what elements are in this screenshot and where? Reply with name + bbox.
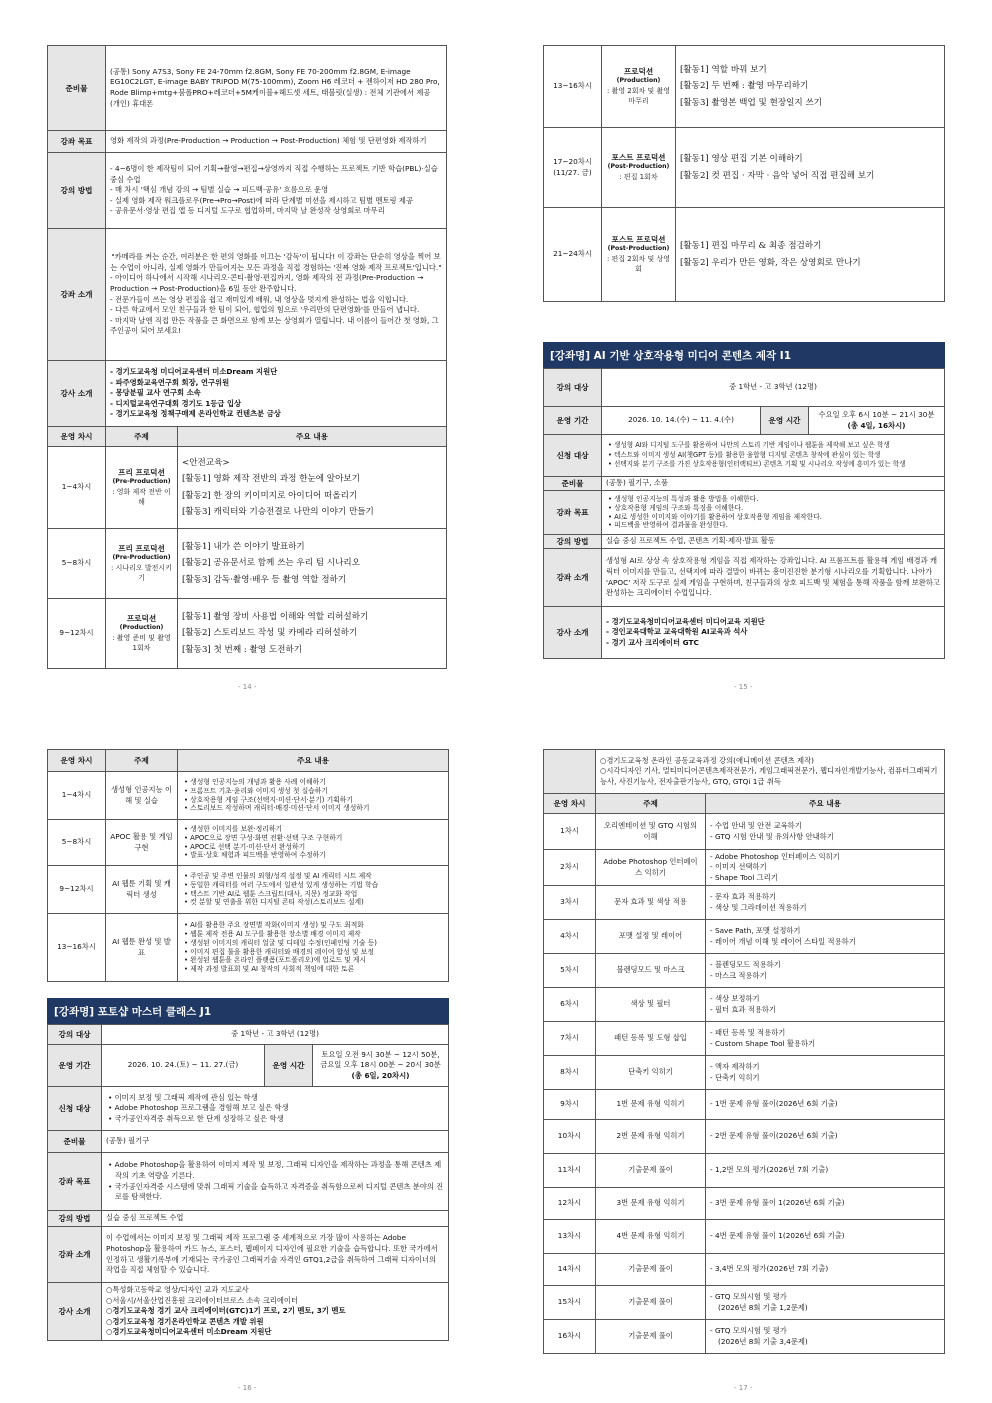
intro-row (544, 549, 945, 607)
intro-line: - 아이디어 하나에서 시작해 시나리오·콘티·촬영·편집까지, 영화 제작의 전 과정(Pre-Production → Production → Post-Production)을 6일 동안 완주합니다. (110, 273, 424, 293)
session-cell: 5~8차시 (48, 529, 106, 599)
session-cell: 11차시 (544, 1154, 596, 1188)
table-row (544, 1286, 945, 1320)
table-row (544, 920, 945, 954)
prep-text: (공통) 필기구, 소품 (602, 477, 945, 491)
session-cell: 13~16차시 (544, 46, 602, 128)
content-cell: - GTQ 모의시험 및 평가 (2026년 8회 기출 3,4문제) (706, 1320, 945, 1354)
instructor-row (544, 607, 945, 659)
prep-label: 준비물 (544, 477, 602, 491)
apply-text (602, 435, 945, 477)
instructor-line: ○경기도교육청 경기온라인학교 콘텐츠 개발 위원 (106, 1316, 264, 1326)
method-line: - 4~6명이 한 제작팀이 되어 기획→촬영→편집→상영까지 직접 수행하는 프로젝트 기반 학습(PBL)·실습 중심 수업 (110, 164, 438, 184)
target-text: 중 1학년 - 고 3학년 (12명) (102, 1025, 449, 1045)
instructor-text (102, 1283, 449, 1341)
content-cell (178, 820, 449, 866)
time-line: 토요일 오전 9시 30분 ~ 12시 50분, (321, 1049, 440, 1059)
intro-line: - 마지막 날엔 직접 만든 작품을 큰 화면으로 함께 보는 상영회가 열립니다. 내 이름이 들어간 첫 영화, 그 주인공이 되어 보세요! (110, 315, 439, 336)
content-line: <안전교육> (182, 457, 230, 468)
session-cell: 8차시 (544, 1056, 596, 1090)
content-line: [활동1] 내가 쓴 이야기 발표하기 (182, 542, 305, 552)
page-15 (543, 45, 945, 659)
session-cell: 13차시 (544, 1220, 596, 1254)
goal-item: • 국가공인자격증 시스템에 맞춰 그래픽 기술을 습득하고 자격증을 취득함으로써 디지털 콘텐츠 분야의 진로를 탐색한다. (108, 1181, 444, 1202)
session-cell: 2차시 (544, 850, 596, 886)
content-line: • APOC으로 장면 구성·화면 전환·선택 구조 구현하기 (184, 833, 343, 842)
topic-cell: AI 웹툰 완성 및 발표 (106, 914, 178, 982)
content-cell: - 1번 문제 유형 풀이(2026년 6회 기출) (706, 1090, 945, 1120)
header-content: 주요 내용 (706, 794, 945, 814)
goal-row (48, 131, 447, 153)
content-cell: - 블렌딩모드 적용하기 - 마스크 적용하기 (706, 954, 945, 988)
content-line: • 프롬프트 기초·윤리와 이미지 생성 첫 실습하기 (184, 786, 328, 795)
ai-schedule-table (47, 749, 449, 982)
header-topic: 주제 (106, 750, 178, 772)
table-row (544, 1120, 945, 1154)
table-row (544, 1188, 945, 1220)
session-cell: 13~16차시 (48, 914, 106, 982)
instructor-line: - 몽당분필 교사 연구회 소속 (110, 388, 201, 398)
content-cell (676, 208, 945, 302)
time-sub: (총 4일, 16차시) (847, 420, 906, 430)
intro-text (106, 229, 447, 361)
topic-desc: : 촬영 2회차 및 촬영 마무리 (606, 87, 671, 106)
topic-cell: 4번 문제 유형 익히기 (596, 1220, 706, 1254)
instructor-line: ○서울시/서울산업진흥원 크리에이터브로스 소속 크리에이터 (106, 1295, 299, 1305)
topic-cell: 기출문제 풀이 (596, 1154, 706, 1188)
content-cell (178, 599, 447, 669)
instructor-label: 강사 소개 (544, 607, 602, 659)
prep-row (544, 477, 945, 491)
time-label: 운영 시간 (265, 1045, 313, 1087)
topic-cell: 기출문제 풀이 (596, 1286, 706, 1320)
topic-cell (602, 46, 676, 128)
table-row (544, 886, 945, 920)
content-cell (178, 866, 449, 914)
topic-title: 프로덕션 (623, 67, 654, 77)
topic-title: 프리 프로덕션 (118, 544, 165, 554)
content-cell (178, 529, 447, 599)
header-session: 운영 차시 (544, 794, 596, 814)
prep-row (48, 1131, 449, 1153)
goal-item: • 생성형 인공지능의 특성과 활용 방법을 이해한다. (608, 494, 759, 503)
content-line: [활동3] 촬영본 백업 및 현장일지 쓰기 (680, 97, 823, 108)
target-row (544, 369, 945, 407)
table-row (48, 529, 447, 599)
intro-label: 강좌 소개 (544, 549, 602, 607)
table-row (48, 866, 449, 914)
method-label: 강의 방법 (48, 1211, 102, 1227)
schedule-header (48, 750, 449, 772)
course-title: [강좌명] AI 기반 상호작용형 미디어 콘텐츠 제작 I1 (543, 342, 945, 369)
time-line: 수요일 오후 6시 10분 ~ 21시 30분 (818, 409, 935, 419)
content-line: • 완성된 웹툰을 온라인 플랫폼(포트폴리오)에 업로드 및 게시 (184, 956, 367, 965)
content-line: • 웹툰 제작 전용 AI 도구를 활용한 장소별 배경 이미지 제작 (184, 929, 361, 938)
apply-item: • 선택지와 분기 구조를 가진 상호작용형(인터랙티브) 콘텐츠 기획 및 시나리오 작성에 흥미가 있는 학생 (608, 460, 906, 469)
table-row (544, 1220, 945, 1254)
content-line: • 이미지 편집 툴을 활용한 캐릭터와 배경의 레이어 합성 및 보정 (184, 947, 374, 956)
page-number-14: - 14 - (238, 683, 257, 691)
film-schedule-table (47, 426, 447, 669)
instructor-row (48, 1283, 449, 1341)
goal-item: • Adobe Photoshop을 활용하여 이미지 제작 및 보정, 그래픽 디자인을 제작하는 과정을 통해 콘텐츠 제작의 기초 역량을 기른다. (108, 1160, 442, 1180)
instructor-line: - 경기 교사 크리에이터 GTC (606, 637, 699, 647)
content-cell: - 1,2번 모의 평가(2026년 7회 기출) (706, 1154, 945, 1188)
session-cell: 1~4차시 (48, 772, 106, 820)
instructor-row (48, 361, 447, 427)
apply-item: • 이미지 보정 및 그래픽 제작에 관심 있는 학생 (108, 1092, 258, 1102)
session-cell: 12차시 (544, 1188, 596, 1220)
apply-row (544, 435, 945, 477)
content-line: [활동3] 감독·촬영·배우 등 촬영 역할 정하기 (182, 574, 347, 585)
instructor-line: ○경기도교육청 경기 교사 크리에이터(GTC)1기 프로, 2기 멘토, 3기 멘토 (106, 1306, 346, 1316)
prep-text: (공통) 필기구 (102, 1131, 449, 1153)
intro-line: - 다른 학교에서 모인 친구들과 한 팀이 되어, 협업의 힘으로 '우리만의 단편영화'를 만들어 냅니다. (110, 305, 420, 315)
topic-sub: (Pre-Production) (112, 478, 171, 486)
topic-title: 프로덕션 (126, 614, 157, 624)
content-cell: - 색상 보정하기 - 필터 효과 적용하기 (706, 988, 945, 1022)
intro-line: - 전문가들이 쓰는 영상 편집을 쉽고 재미있게 배워, 내 영상을 멋지게 완성하는 법을 익힙니다. (110, 294, 409, 304)
topic-cell: Adobe Photoshop 인터페이스 익히기 (596, 850, 706, 886)
content-line: • 텍스트 기반 AI로 웹툰 스크립트(대사, 지문) 정교화 작업 (184, 889, 358, 898)
session-cell: 21~24차시 (544, 208, 602, 302)
target-text: 중 1학년 - 고 3학년 (12명) (602, 369, 945, 407)
topic-cell: 단축키 익히기 (596, 1056, 706, 1090)
page-14 (47, 45, 447, 669)
topic-cell (106, 447, 178, 529)
content-line: • 컷 분할 및 연출을 위한 디지털 콘티 작성(스토리보드 설계) (184, 898, 364, 907)
period-row (544, 407, 945, 435)
content-line: • 스토리보드 작성하며 캐릭터·배경·미션·단서 이미지 생성하기 (184, 804, 370, 813)
photoshop-course-block (47, 998, 449, 1341)
table-row (544, 208, 945, 302)
page-number-16: - 16 - (238, 1384, 257, 1392)
table-row (544, 1056, 945, 1090)
goal-label: 강좌 목표 (48, 131, 106, 153)
content-line: [활동3] 첫 번째 : 촬영 도전하기 (182, 644, 303, 655)
content-line: [활동2] 한 장의 키이미지로 아이디어 떠올리기 (182, 490, 358, 501)
apply-text (102, 1087, 449, 1131)
topic-title: 포스트 프로덕션 (611, 153, 666, 163)
content-cell: - 4번 문제 유형 풀이 1(2026년 6회 기출) (706, 1220, 945, 1254)
schedule-header (48, 427, 447, 447)
instructor-label: 강사 소개 (48, 361, 106, 427)
topic-cell: 오리엔테이션 및 GTQ 시험의 이해 (596, 814, 706, 850)
topic-cell: 포맷 설정 및 레이어 (596, 920, 706, 954)
content-cell: - 액자 제작하기 - 단축키 익히기 (706, 1056, 945, 1090)
instructor-cont-text (596, 750, 945, 794)
table-row (544, 1320, 945, 1354)
method-label: 강의 방법 (544, 535, 602, 549)
header-session: 운영 차시 (48, 750, 106, 772)
intro-text: 이 수업에서는 이미지 보정 및 그래픽 제작 프로그램 중 세계적으로 가장 많이 사용하는 Adobe Photoshop을 활용하여 카드 뉴스, 포스터, 웹페이지 디자인에 필요한 기술을 습득합니다. 또한 국가에서 인정하고 생활기록부에 기재되는 국가공인 그래픽기술 자격인 GTQ1,2급을 취득하여 그래픽 디자이너의 작업을 직접 체험할 수 있습니다. (102, 1227, 449, 1283)
instructor-cont-row (544, 750, 945, 794)
content-line: • 생성한 이미지를 보완·정리하기 (184, 824, 283, 833)
apply-label: 신청 대상 (48, 1087, 102, 1131)
page-number-17: - 17 - (734, 1384, 753, 1392)
instructor-line: ○경기도교육청미디어교육센터 미소Dream 지원단 (106, 1327, 272, 1337)
instructor-text (602, 607, 945, 659)
session-cell: 9차시 (544, 1090, 596, 1120)
content-cell: - 수업 안내 및 안전 교육하기 - GTQ 시험 안내 및 유의사항 안내하기 (706, 814, 945, 850)
topic-desc: : 촬영 준비 및 촬영 1회차 (112, 634, 171, 653)
topic-cell: AI 웹툰 기획 및 캐릭터 생성 (106, 866, 178, 914)
topic-cell (106, 529, 178, 599)
session-cell: 6차시 (544, 988, 596, 1022)
prep-text: (공통) Sony A7S3, Sony FE 24-70mm f2.8GM, Sony FE 70-200mm f2.8GM, E-image EG10C2LGT, E-image BABY TRIPOD M(75-100mm), Zoom H6 레코더 + 젠하이저 HD 280 Pro, Rode Blimp+mtg+붐폴PRO+레코더+5M케이블+헤드셋 세트, 태블릿(실생) : 전체 기관에서 제공 (개인) 휴대폰 (106, 46, 447, 131)
time-sub: (총 6일, 20차시) (351, 1070, 410, 1080)
topic-title: 프리 프로덕션 (118, 468, 165, 478)
session-cell: 14차시 (544, 1254, 596, 1286)
content-cell (178, 914, 449, 982)
topic-cell: 패턴 등록 및 도형 삽입 (596, 1022, 706, 1056)
session-cell: 1차시 (544, 814, 596, 850)
session-cell: 1~4차시 (48, 447, 106, 529)
apply-item: • 국가공인자격증 취득으로 한 단계 성장하고 싶은 학생 (108, 1113, 284, 1123)
photoshop-course-table (47, 1024, 449, 1341)
goal-row (544, 491, 945, 535)
session-cell: 5~8차시 (48, 820, 106, 866)
topic-cell: 생성형 인공지능 이해 및 실습 (106, 772, 178, 820)
session-cell: 9~12차시 (48, 599, 106, 669)
content-cell: - 문자 효과 적용하기 - 색상 및 그라데이션 적용하기 (706, 886, 945, 920)
topic-sub: (Production) (616, 77, 661, 85)
session-cell: 15차시 (544, 1286, 596, 1320)
topic-desc: : 시나리오 발전시키기 (111, 564, 172, 583)
apply-row (48, 1087, 449, 1131)
content-line: • 발표·상호 체험과 피드백을 반영하여 수정하기 (184, 851, 326, 860)
film-schedule-table-cont (543, 45, 945, 302)
table-row (544, 814, 945, 850)
content-line: • 동일한 캐릭터를 여러 구도에서 일관성 있게 생성하는 기법 학습 (184, 880, 379, 889)
time-text (313, 1045, 449, 1087)
content-line: [활동1] 역할 바꿔 보기 (680, 65, 767, 75)
time-text (809, 407, 945, 435)
table-row (544, 954, 945, 988)
ai-course-block (543, 342, 945, 659)
session-cell: 9~12차시 (48, 866, 106, 914)
method-label: 강의 방법 (48, 153, 106, 229)
topic-title: 포스트 프로덕션 (611, 235, 666, 245)
time-line: 금요일 오후 18시 00분 ~ 20시 30분 (320, 1060, 441, 1070)
goal-text: 영화 제작의 과정(Pre-Production → Production → Post-Production) 체험 및 단편영화 제작하기 (106, 131, 447, 153)
content-cell: - 패턴 등록 및 적용하기 - Custom Shape Tool 활용하기 (706, 1022, 945, 1056)
method-text: 실습 중심 프로젝트 수업 (102, 1211, 449, 1227)
goal-label: 강좌 목표 (48, 1153, 102, 1211)
header-topic: 주제 (106, 427, 178, 447)
apply-item: • 생성형 AI와 디지털 도구를 활용하여 나만의 스토리 기반 게임이나 웹툰을 제작해 보고 싶은 학생 (608, 441, 890, 450)
method-line: - 실제 영화 제작 워크플로우(Pre→Pro→Post)에 따라 단계별 미션을 제시하고 팀별 멘토링 제공 (110, 195, 414, 205)
topic-sub: (Production) (119, 624, 164, 632)
method-text (106, 153, 447, 229)
instructor-line: - 경기도교육청미디어교육센터 미디어교육 지원단 (606, 616, 765, 626)
table-row (48, 914, 449, 982)
header-content: 주요 내용 (178, 750, 449, 772)
time-label: 운영 시간 (761, 407, 809, 435)
table-row (544, 1090, 945, 1120)
period-label: 운영 기간 (544, 407, 602, 435)
table-row (48, 599, 447, 669)
topic-sub: (Post-Production) (607, 245, 670, 253)
target-label: 강의 대상 (544, 369, 602, 407)
content-cell: - 3,4번 모의 평가(2026년 7회 기출) (706, 1254, 945, 1286)
page-17 (543, 749, 945, 1354)
method-line: - 공유문서·영상 편집 앱 등 디지털 도구로 협업하며, 마지막 날 완성작 상영회로 마무리 (110, 206, 385, 216)
content-line: [활동2] 우리가 만든 영화, 작은 상영회로 만나기 (680, 257, 861, 268)
goal-text (102, 1153, 449, 1211)
instructor-line: - 경기도교육청 미디어교육센터 미소Dream 지원단 (110, 367, 278, 377)
content-cell (676, 46, 945, 128)
content-line: [활동1] 촬영 장비 사용법 이해와 역할 리허설하기 (182, 612, 369, 622)
period-text: 2026. 10. 14.(수) ~ 11. 4.(수) (602, 407, 761, 435)
table-row (544, 1022, 945, 1056)
table-row (544, 128, 945, 208)
topic-cell: 블렌딩모드 및 마스크 (596, 954, 706, 988)
content-cell: - Save Path, 포맷 설정하기 - 레이어 개념 이해 및 레이어 스타일 적용하기 (706, 920, 945, 954)
content-line: [활동2] 컷 편집 · 자막 · 음악 넣어 직접 편집해 보기 (680, 170, 875, 181)
content-line: • 생성형 인공지능의 개념과 활용 사례 이해하기 (184, 777, 326, 786)
content-line: • 상호작용형 게임 구조(선택지·미션·단서·분기) 기획하기 (184, 795, 353, 804)
topic-cell: 3번 문제 유형 익히기 (596, 1188, 706, 1220)
header-topic: 주제 (596, 794, 706, 814)
content-line: [활동2] 공유문서로 함께 쓰는 우리 팀 시나리오 (182, 558, 360, 569)
session-cell: 17~20차시 (11/27. 금) (544, 128, 602, 208)
page-16 (47, 749, 449, 1341)
instructor-label: 강사 소개 (48, 1283, 102, 1341)
period-text: 2026. 10. 24.(토) ~ 11. 27.(금) (102, 1045, 265, 1087)
table-row (544, 1254, 945, 1286)
topic-cell (602, 128, 676, 208)
target-label: 강의 대상 (48, 1025, 102, 1045)
session-cell: 4차시 (544, 920, 596, 954)
content-line: [활동3] 캐릭터와 기승전결로 나만의 이야기 만들기 (182, 506, 374, 517)
period-row (48, 1045, 449, 1087)
topic-sub: (Post-Production) (607, 163, 670, 171)
goal-item: • AI로 생성한 이미지와 이야기를 활용하여 상호작용형 게임을 제작한다. (608, 512, 822, 521)
topic-desc: : 편집 2회차 및 상영회 (606, 255, 671, 274)
target-row (48, 1025, 449, 1045)
instructor-line: - 파주영화교육연구회 회장, 연구위원 (110, 377, 230, 387)
table-row (48, 447, 447, 529)
prep-row (48, 46, 447, 131)
ai-course-table (543, 368, 945, 659)
session-cell: 5차시 (544, 954, 596, 988)
table-row (48, 820, 449, 866)
session-cell: 3차시 (544, 886, 596, 920)
content-line: [활동1] 편집 마무리 & 최종 점검하기 (680, 241, 822, 252)
apply-label: 신청 대상 (544, 435, 602, 477)
topic-cell (106, 599, 178, 669)
session-cell: 16차시 (544, 1320, 596, 1354)
intro-label: 강좌 소개 (48, 229, 106, 361)
content-cell (676, 128, 945, 208)
intro-row (48, 229, 447, 361)
topic-cell: 기출문제 풀이 (596, 1254, 706, 1286)
page-number-15: - 15 - (734, 683, 753, 691)
session-cell: 10차시 (544, 1120, 596, 1154)
apply-item: • 텍스트와 이미지 생성 AI(챗GPT 등)를 활용한 융합형 디지털 콘텐츠 창작에 관심이 있는 학생 (608, 450, 881, 459)
topic-cell: 색상 및 필터 (596, 988, 706, 1022)
content-cell (178, 447, 447, 529)
method-row (48, 1211, 449, 1227)
instructor-line: - 경기도교육청 정책구매제 온라인학교 컨텐츠분 금상 (110, 409, 281, 419)
goal-row (48, 1153, 449, 1211)
content-line: • 제작 과정 발표회 및 AI 창작의 사회적 책임에 대한 토론 (184, 965, 355, 974)
topic-desc: : 영화 제작 전반 이해 (112, 488, 171, 507)
session-cell: 7차시 (544, 1022, 596, 1056)
table-row (48, 772, 449, 820)
photoshop-schedule-table (543, 749, 945, 1354)
instructor-line: ○특성화고등학교 영상/디자인 교과 지도교사 (106, 1285, 249, 1295)
content-line: [활동2] 두 번째 : 촬영 마무리하기 (680, 81, 809, 92)
topic-cell: 문자 효과 및 색상 적용 (596, 886, 706, 920)
table-row (544, 850, 945, 886)
intro-label: 강좌 소개 (48, 1227, 102, 1283)
schedule-header (544, 794, 945, 814)
content-line: [활동1] 영상 편집 기본 이해하기 (680, 154, 803, 165)
content-line: • 생성된 이미지의 캐릭터 얼굴 및 디테일 수정(인페인팅 기술 등) (184, 938, 377, 947)
method-row (48, 153, 447, 229)
period-label: 운영 기간 (48, 1045, 102, 1087)
topic-cell (602, 208, 676, 302)
topic-cell: 2번 문제 유형 익히기 (596, 1120, 706, 1154)
method-line: - 매 차시 '핵심 개념 강의 → 팀별 실습 → 피드백·공유' 흐름으로 운영 (110, 185, 329, 195)
instructor-line: - 디지털교육연구대회 경기도 1등급 입상 (110, 398, 242, 408)
method-text: 실습 중심 프로젝트 수업, 콘텐츠 기획·제작·발표 활동 (602, 535, 945, 549)
content-cell (178, 772, 449, 820)
goal-label: 강좌 목표 (544, 491, 602, 535)
goal-text (602, 491, 945, 535)
instructor-text (106, 361, 447, 427)
content-cell: - 2번 문제 유형 풀이(2026년 6회 기출) (706, 1120, 945, 1154)
goal-item: • 상호작용형 게임의 구조와 특징을 이해한다. (608, 503, 744, 512)
topic-cell: APOC 활용 및 게임 구현 (106, 820, 178, 866)
content-line: [활동2] 스토리보드 작성 및 카메라 리허설하기 (182, 628, 358, 639)
instructor-line: - 경인교육대학교 교육대학원 AI교육과 석사 (606, 627, 748, 637)
method-row (544, 535, 945, 549)
course-title: [강좌명] 포토샵 마스터 클래스 J1 (47, 998, 449, 1025)
header-session: 운영 차시 (48, 427, 106, 447)
apply-item: • Adobe Photoshop 프로그램을 경험해 보고 싶은 학생 (108, 1103, 289, 1113)
table-row (544, 46, 945, 128)
table-row (544, 988, 945, 1022)
content-line: • APOC로 선택 분기·미션·단서 완성하기 (184, 842, 306, 851)
content-cell: - 3번 문제 유형 풀이 1(2026년 6회 기출) (706, 1188, 945, 1220)
prep-label: 준비물 (48, 1131, 102, 1153)
instructor-cont-label (544, 750, 596, 794)
content-cell: - Adobe Photoshop 인터페이스 익히기 - 이미지 선택하기 - Shape Tool 그리기 (706, 850, 945, 886)
topic-cell: 1번 문제 유형 익히기 (596, 1090, 706, 1120)
intro-row (48, 1227, 449, 1283)
topic-desc: : 편집 1회차 (619, 173, 658, 182)
content-line: [활동1] 영화 제작 전반의 과정 한눈에 알아보기 (182, 474, 360, 485)
instructor-line: ○시각디자인 기사, 멀티미디어콘텐츠제작전문가, 게임그래픽전문가, 웹디자인개발기능사, 컴퓨터그래픽기능사, 사진기능사, 전자출판기능사, GTQ, GTQi 1급 취득 (600, 766, 938, 786)
intro-text: 생성형 AI로 상상 속 상호작용형 게임을 직접 제작하는 강좌입니다. AI 프롬프트를 활용해 게임 배경과 캐릭터 이미지를 만들고, 선택지에 따라 결말이 바뀌는 흥미진진한 분기형 시나리오를 기획합니다. 나아가 'APOC' 저작 도구로 실제 게임을 구현하며, 친구들과의 상호 피드백 및 체험을 통해 작품을 함께 보완하고 완성하는 크리에이터 수업입니다. (602, 549, 945, 607)
content-line: • AI를 활용한 주요 장면별 작화(이미지 생성) 및 구도 최적화 (184, 921, 364, 930)
film-course-info-table (47, 45, 447, 427)
topic-sub: (Pre-Production) (112, 554, 171, 562)
intro-quote: "카메라를 켜는 순간, 여러분은 한 편의 영화를 이끄는 '감독'이 됩니다! 이 강좌는 단순히 영상을 찍어 보는 수업이 아니라, 실제 영화가 만들어지는 모든 과정을 직접 경험하는 '진짜 영화 제작 프로젝트'입니다." (110, 252, 442, 272)
table-row (544, 1154, 945, 1188)
goal-item: • 피드백을 반영하여 결과물을 완성한다. (608, 521, 728, 530)
content-line: • 주인공 및 주변 인물의 외형/성격 설정 및 AI 캐릭터 시트 제작 (184, 871, 372, 880)
topic-cell: 기출문제 풀이 (596, 1320, 706, 1354)
instructor-line: ○경기도교육청 온라인 공동교육과정 강의(애니메이션 콘텐츠 제작) (600, 755, 814, 765)
prep-label: 준비물 (48, 46, 106, 131)
content-cell: - GTQ 모의시험 및 평가 (2026년 8회 기출 1,2문제) (706, 1286, 945, 1320)
header-content: 주요 내용 (178, 427, 447, 447)
